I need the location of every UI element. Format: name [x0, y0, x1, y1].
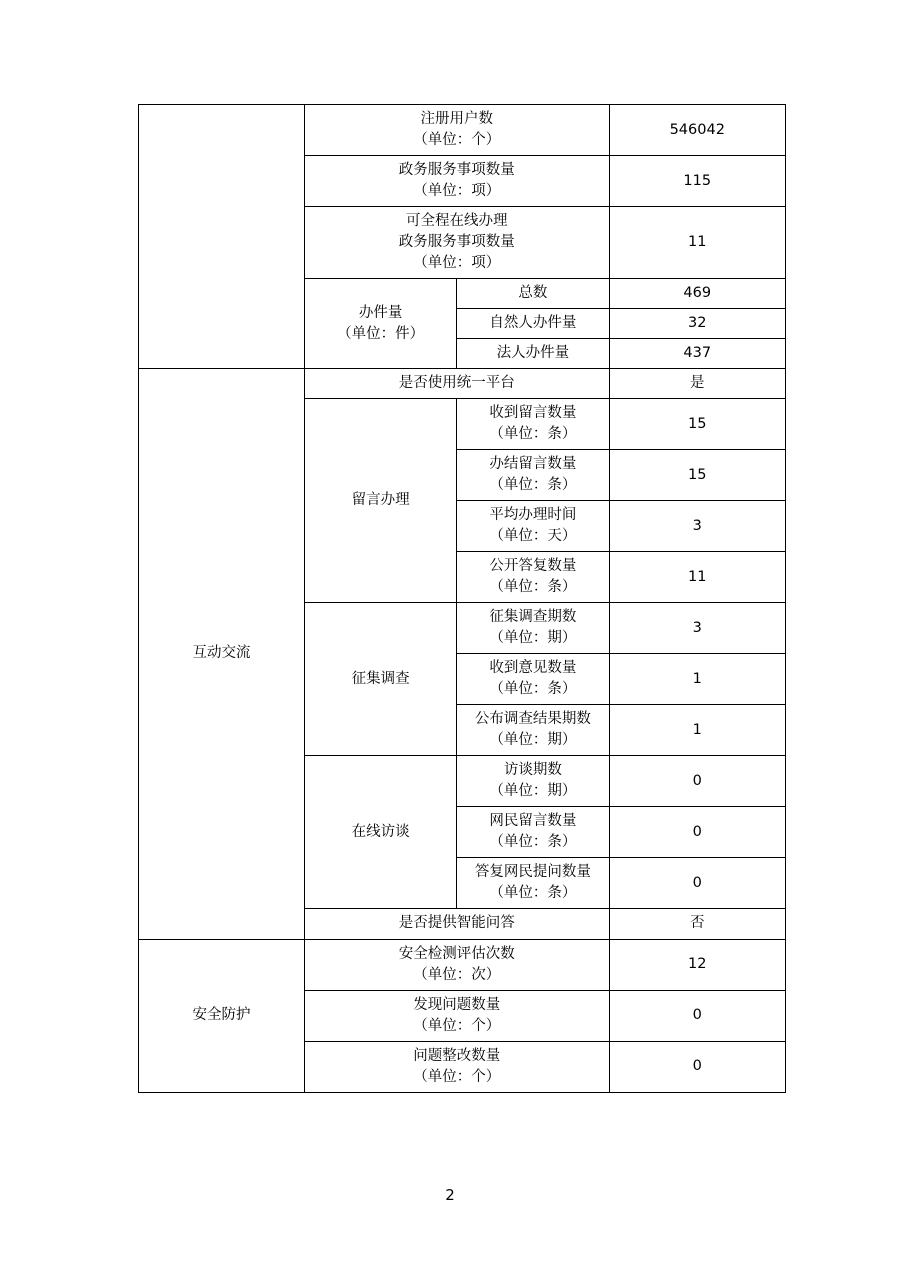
item-label-line2: （单位：项） — [413, 183, 501, 200]
sub-interview-periods — [457, 756, 609, 807]
sub-label-line2: （单位：条） — [489, 426, 577, 443]
sub-average-handling-time — [457, 501, 609, 552]
item-label-line1: 注册用户数 — [420, 111, 493, 127]
value-fully-online-service-items: 11 — [609, 207, 785, 279]
item-label-line2: 政务服务事项数量 — [398, 234, 515, 251]
item-fully-online-service-items — [304, 207, 609, 279]
sub-label-line1: 网民留言数量 — [489, 813, 577, 830]
item-unified-platform: 是否使用统一平台 — [304, 369, 609, 399]
sub-label-line1: 收到意见数量 — [489, 660, 577, 677]
sub-published-results — [457, 705, 609, 756]
sub-label-total: 总数 — [457, 279, 609, 309]
item-online-interview: 在线访谈 — [304, 756, 456, 909]
value-service-items-count: 115 — [609, 156, 785, 207]
value-issues-rectified: 0 — [609, 1041, 785, 1092]
table-row — [139, 369, 786, 399]
category-cell-security: 安全防护 — [139, 939, 305, 1092]
item-label-line2: （单位：个） — [413, 1068, 501, 1085]
item-label-line1: 问题整改数量 — [413, 1047, 501, 1064]
value-published-results: 1 — [609, 705, 785, 756]
sub-label-line1: 访谈期数 — [503, 762, 562, 779]
sub-survey-periods — [457, 603, 609, 654]
sub-label-line2: （单位：条） — [489, 681, 577, 698]
value-messages-received: 15 — [609, 399, 785, 450]
sub-label-line1: 征集调查期数 — [489, 609, 577, 626]
value-smart-qa: 否 — [609, 909, 785, 939]
item-label-line1: 发现问题数量 — [413, 996, 501, 1013]
item-label-line1: 可全程在线办理 — [406, 213, 508, 230]
item-issues-rectified — [304, 1041, 609, 1092]
value-interview-periods: 0 — [609, 756, 785, 807]
item-label-line1: 政务服务事项数量 — [398, 162, 515, 179]
item-label-line1: 办件量 — [358, 304, 403, 321]
value-survey-periods: 3 — [609, 603, 785, 654]
sub-netizen-replies — [457, 858, 609, 909]
item-label-line1: 安全检测评估次数 — [398, 945, 515, 962]
sub-opinions-received — [457, 654, 609, 705]
item-label-line2: （单位：个） — [413, 132, 501, 149]
sub-netizen-messages — [457, 807, 609, 858]
value-security-assessments: 12 — [609, 939, 785, 990]
sub-label-line2: （单位：期） — [489, 732, 577, 749]
item-label-line2: （单位：个） — [413, 1017, 501, 1034]
category-cell-interaction: 互动交流 — [139, 369, 305, 939]
sub-label-line2: （单位：条） — [489, 885, 577, 902]
value-netizen-messages: 0 — [609, 807, 785, 858]
sub-label-line2: （单位：条） — [489, 834, 577, 851]
sub-label-legal-person-cases: 法人办件量 — [457, 339, 609, 369]
table-row — [139, 105, 786, 156]
sub-label-line2: （单位：条） — [489, 579, 577, 596]
item-label-line2: （单位：次） — [413, 966, 501, 983]
value-natural-person-cases: 32 — [609, 309, 785, 339]
value-legal-person-cases: 437 — [609, 339, 785, 369]
item-security-assessments — [304, 939, 609, 990]
sub-label-line2: （单位：期） — [489, 783, 577, 800]
value-total-cases: 469 — [609, 279, 785, 309]
category-cell-service — [139, 105, 305, 369]
sub-messages-completed — [457, 450, 609, 501]
value-average-handling-time: 3 — [609, 501, 785, 552]
value-registered-users: 546042 — [609, 105, 785, 156]
item-survey: 征集调查 — [304, 603, 456, 756]
sub-label-line1: 收到留言数量 — [489, 405, 577, 422]
sub-label-line1: 答复网民提问数量 — [474, 864, 591, 881]
sub-public-replies — [457, 552, 609, 603]
sub-label-line1: 公布调查结果期数 — [474, 711, 591, 728]
sub-label-line2: （单位：期） — [489, 630, 577, 647]
item-registered-users — [304, 105, 609, 156]
value-netizen-replies: 0 — [609, 858, 785, 909]
government-website-statistics-table — [138, 104, 786, 1093]
page-number: 2 — [445, 1186, 455, 1204]
sub-label-natural-person-cases: 自然人办件量 — [457, 309, 609, 339]
item-label-line3: （单位：项） — [413, 255, 501, 272]
sub-label-line1: 办结留言数量 — [489, 456, 577, 473]
sub-label-line1: 平均办理时间 — [489, 507, 577, 524]
item-smart-qa: 是否提供智能问答 — [304, 909, 609, 939]
item-label-line2: （单位：件） — [337, 325, 425, 342]
value-issues-found: 0 — [609, 990, 785, 1041]
value-opinions-received: 1 — [609, 654, 785, 705]
item-issues-found — [304, 990, 609, 1041]
value-messages-completed: 15 — [609, 450, 785, 501]
table-row — [139, 939, 786, 990]
sub-label-line2: （单位：天） — [489, 528, 577, 545]
sub-messages-received — [457, 399, 609, 450]
report-table-container — [138, 104, 786, 1093]
item-service-items-count — [304, 156, 609, 207]
sub-label-line1: 公开答复数量 — [489, 558, 577, 575]
value-unified-platform: 是 — [609, 369, 785, 399]
item-handled-cases — [304, 279, 456, 369]
value-public-replies: 11 — [609, 552, 785, 603]
item-message-handling: 留言办理 — [304, 399, 456, 603]
sub-label-line2: （单位：条） — [489, 477, 577, 494]
